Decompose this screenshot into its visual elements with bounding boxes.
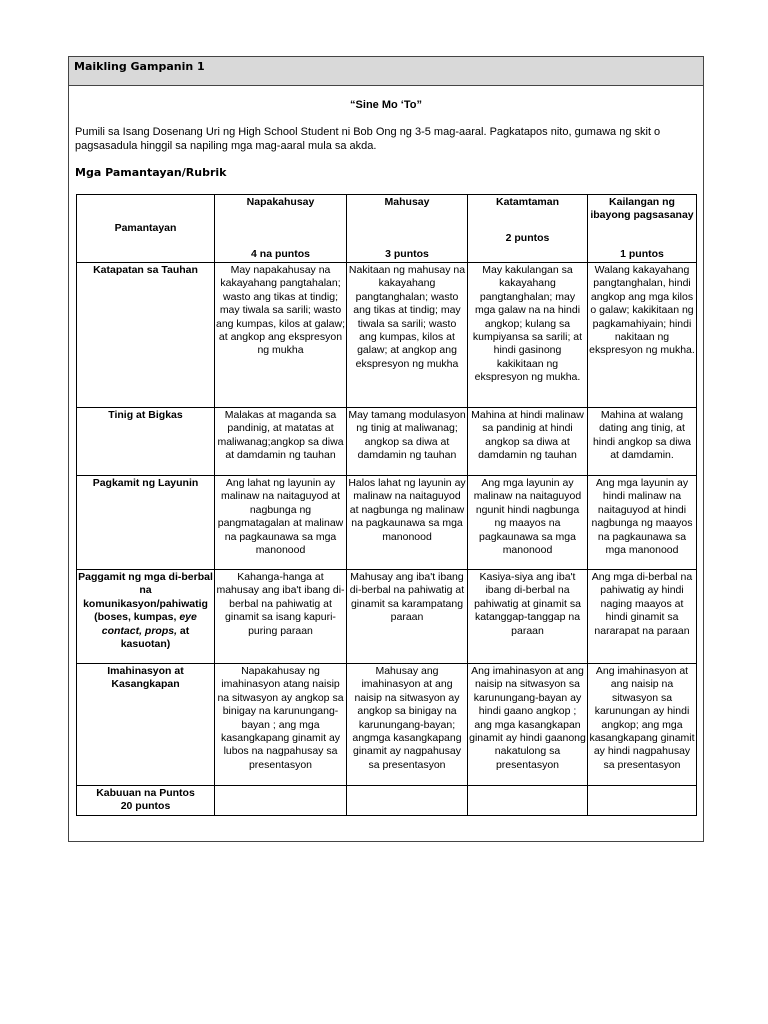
criterion-text: at kasuotan)	[120, 624, 190, 651]
rubric-cell: Walang kakayahang pangtanghalan, hindi angkop ang mga kilos o galaw; kakikitaan ng pagkamahiyain; hindi nakitaan ng ekspresyon ng mukha.	[588, 263, 697, 408]
rubric-cell: Ang imahinasyon at ang naisip na sitwasyon sa karunungang-bayan ay hindi gaano angkop ; ang mga kasangkapan ginamit ay hindi gaanong nakatulong sa presentasyon	[468, 664, 588, 786]
level-points: 2 puntos	[505, 231, 550, 244]
rubric-cell: Halos lahat ng layunin ay malinaw na naitaguyod at nagbunga ng malinaw na pagkaunawa sa mga manonood	[347, 476, 468, 570]
score-cell[interactable]	[347, 786, 468, 816]
rubric-cell: Napakahusay ng imahinasyon atang naisip na sitwasyon ay angkop sa binigay na karunungang-bayan ; ang mga kasangkapang ginamit ay lubos na nagpahusay sa presentasyon	[215, 664, 347, 786]
score-cell[interactable]	[468, 786, 588, 816]
score-cell[interactable]	[215, 786, 347, 816]
task-title: “Sine Mo ‘To”	[350, 99, 422, 111]
criterion-label: Pagkamit ng Layunin	[77, 476, 215, 570]
rubric-cell: Mahina at walang dating ang tinig, at hindi angkop sa diwa at damdamin.	[588, 408, 697, 476]
level-name: Katamtaman	[495, 196, 560, 208]
criteria-header: Pamantayan	[77, 195, 215, 263]
rubric-cell: Mahusay ang iba't ibang di-berbal na pahiwatig at ginamit sa karampatang paraan	[347, 570, 468, 664]
criterion-label: Katapatan sa Tauhan	[77, 263, 215, 408]
level-name: Mahusay	[384, 196, 430, 208]
task-instruction: Pumili sa Isang Dosenang Uri ng High School Student ni Bob Ong ng 3-5 mag-aaral. Pagkatapos nito, gumawa ng skit o pagsasadula hinggil sa napiling mga mag-aaral mula sa akda.	[75, 126, 661, 152]
score-cell[interactable]	[588, 786, 697, 816]
total-label	[77, 786, 215, 816]
level-points: 1 puntos	[620, 247, 664, 260]
level-header-3	[347, 195, 468, 263]
rubric-cell: Ang mga layunin ay hindi malinaw na naitaguyod at hindi nagbunga ng maayos na pagkaunawa sa mga manonood	[588, 476, 697, 570]
table-row	[77, 664, 697, 786]
criterion-text: Paggamit ng mga di-berbal na komunikasyon/pahiwatig (boses, kumpas,	[78, 571, 213, 624]
level-name: Napakahusay	[246, 196, 315, 208]
rubric-cell: Mahina at hindi malinaw sa pandinig at hindi angkop sa diwa at damdamin ng tauhan	[468, 408, 588, 476]
rubric-cell: Kasiya-siya ang iba't ibang di-berbal na pahiwatig at ginamit sa katanggap-tanggap na paraan	[468, 570, 588, 664]
document-frame	[68, 56, 704, 842]
criterion-label	[77, 570, 215, 664]
table-row	[77, 408, 697, 476]
rubric-cell: Kahanga-hanga at mahusay ang iba't ibang di-berbal na pahiwatig at ginamit sa isang kapuri-puring paraan	[215, 570, 347, 664]
total-points-text: 20 puntos	[120, 800, 171, 813]
level-header-1	[588, 195, 697, 263]
rubric-cell: Ang lahat ng layunin ay malinaw na naitaguyod at nagbunga ng pangmatagalan at malinaw na pagkaunawa sa mga manonood	[215, 476, 347, 570]
table-total-row	[77, 786, 697, 816]
table-row	[77, 263, 697, 408]
criterion-label: Tinig at Bigkas	[77, 408, 215, 476]
rubric-heading: Mga Pamantayan/Rubrik	[75, 166, 227, 179]
rubric-cell: Malakas at maganda sa pandinig, at matatas at maliwanag;angkop sa diwa at damdamin ng tauhan	[215, 408, 347, 476]
rubric-cell: May tamang modulasyon ng tinig at maliwanag; angkop sa diwa at damdamin ng tauhan	[347, 408, 468, 476]
table-header-row	[77, 195, 697, 263]
rubric-cell: Nakitaan ng mahusay na kakayahang pangtanghalan; wasto ang tikas at tindig; may tiwala sa sarili; wasto ang kumpas, kilos at galaw; at angkop ang ekspresyon ng mukha	[347, 263, 468, 408]
level-header-4	[215, 195, 347, 263]
level-name: Kailangan ng ibayong pagsasanay	[590, 196, 694, 222]
rubric-table	[76, 194, 697, 816]
criterion-label: Imahinasyon at Kasangkapan	[77, 664, 215, 786]
table-row	[77, 570, 697, 664]
rubric-cell: Ang imahinasyon at ang naisip na sitwasyon sa karunungan ay hindi angkop; ang mga kasangkapang ginamit ay hindi nagpahusay sa presentasyon	[588, 664, 697, 786]
rubric-cell: Mahusay ang imahinasyon at ang naisip na sitwasyon ay angkop sa binigay na karunungang-bayan; angmga kasangkapang ginamit ay nagpahusay sa presentasyon	[347, 664, 468, 786]
rubric-cell: Ang mga di-berbal na pahiwatig ay hindi naging maayos at hindi ginamit sa nararapat na paraan	[588, 570, 697, 664]
rubric-cell: May kakulangan sa kakayahang pangtanghalan; may mga galaw na na hindi angkop; kulang sa kumpiyansa sa sarili; at hindi gasinong kakikitaan ng ekspresyon ng mukha.	[468, 263, 588, 408]
level-points: 4 na puntos	[251, 247, 310, 260]
level-header-2	[468, 195, 588, 263]
level-points: 3 puntos	[385, 247, 429, 260]
total-label-text: Kabuuan na Puntos	[96, 787, 195, 799]
table-row	[77, 476, 697, 570]
section-header: Maikling Gampanin 1	[69, 57, 703, 86]
rubric-cell: Ang mga layunin ay malinaw na naitaguyod ngunit hindi nagbunga ng maayos na pagkaunawa sa mga manonood	[468, 476, 588, 570]
criterion-text-italic: eye contact, props,	[101, 611, 197, 637]
rubric-cell: May napakahusay na kakayahang pangtahalan; wasto ang tikas at tindig; may tiwala sa sarili; wasto ang kumpas, kilos at galaw; at angkop ang ekspresyon ng mukha	[215, 263, 347, 408]
